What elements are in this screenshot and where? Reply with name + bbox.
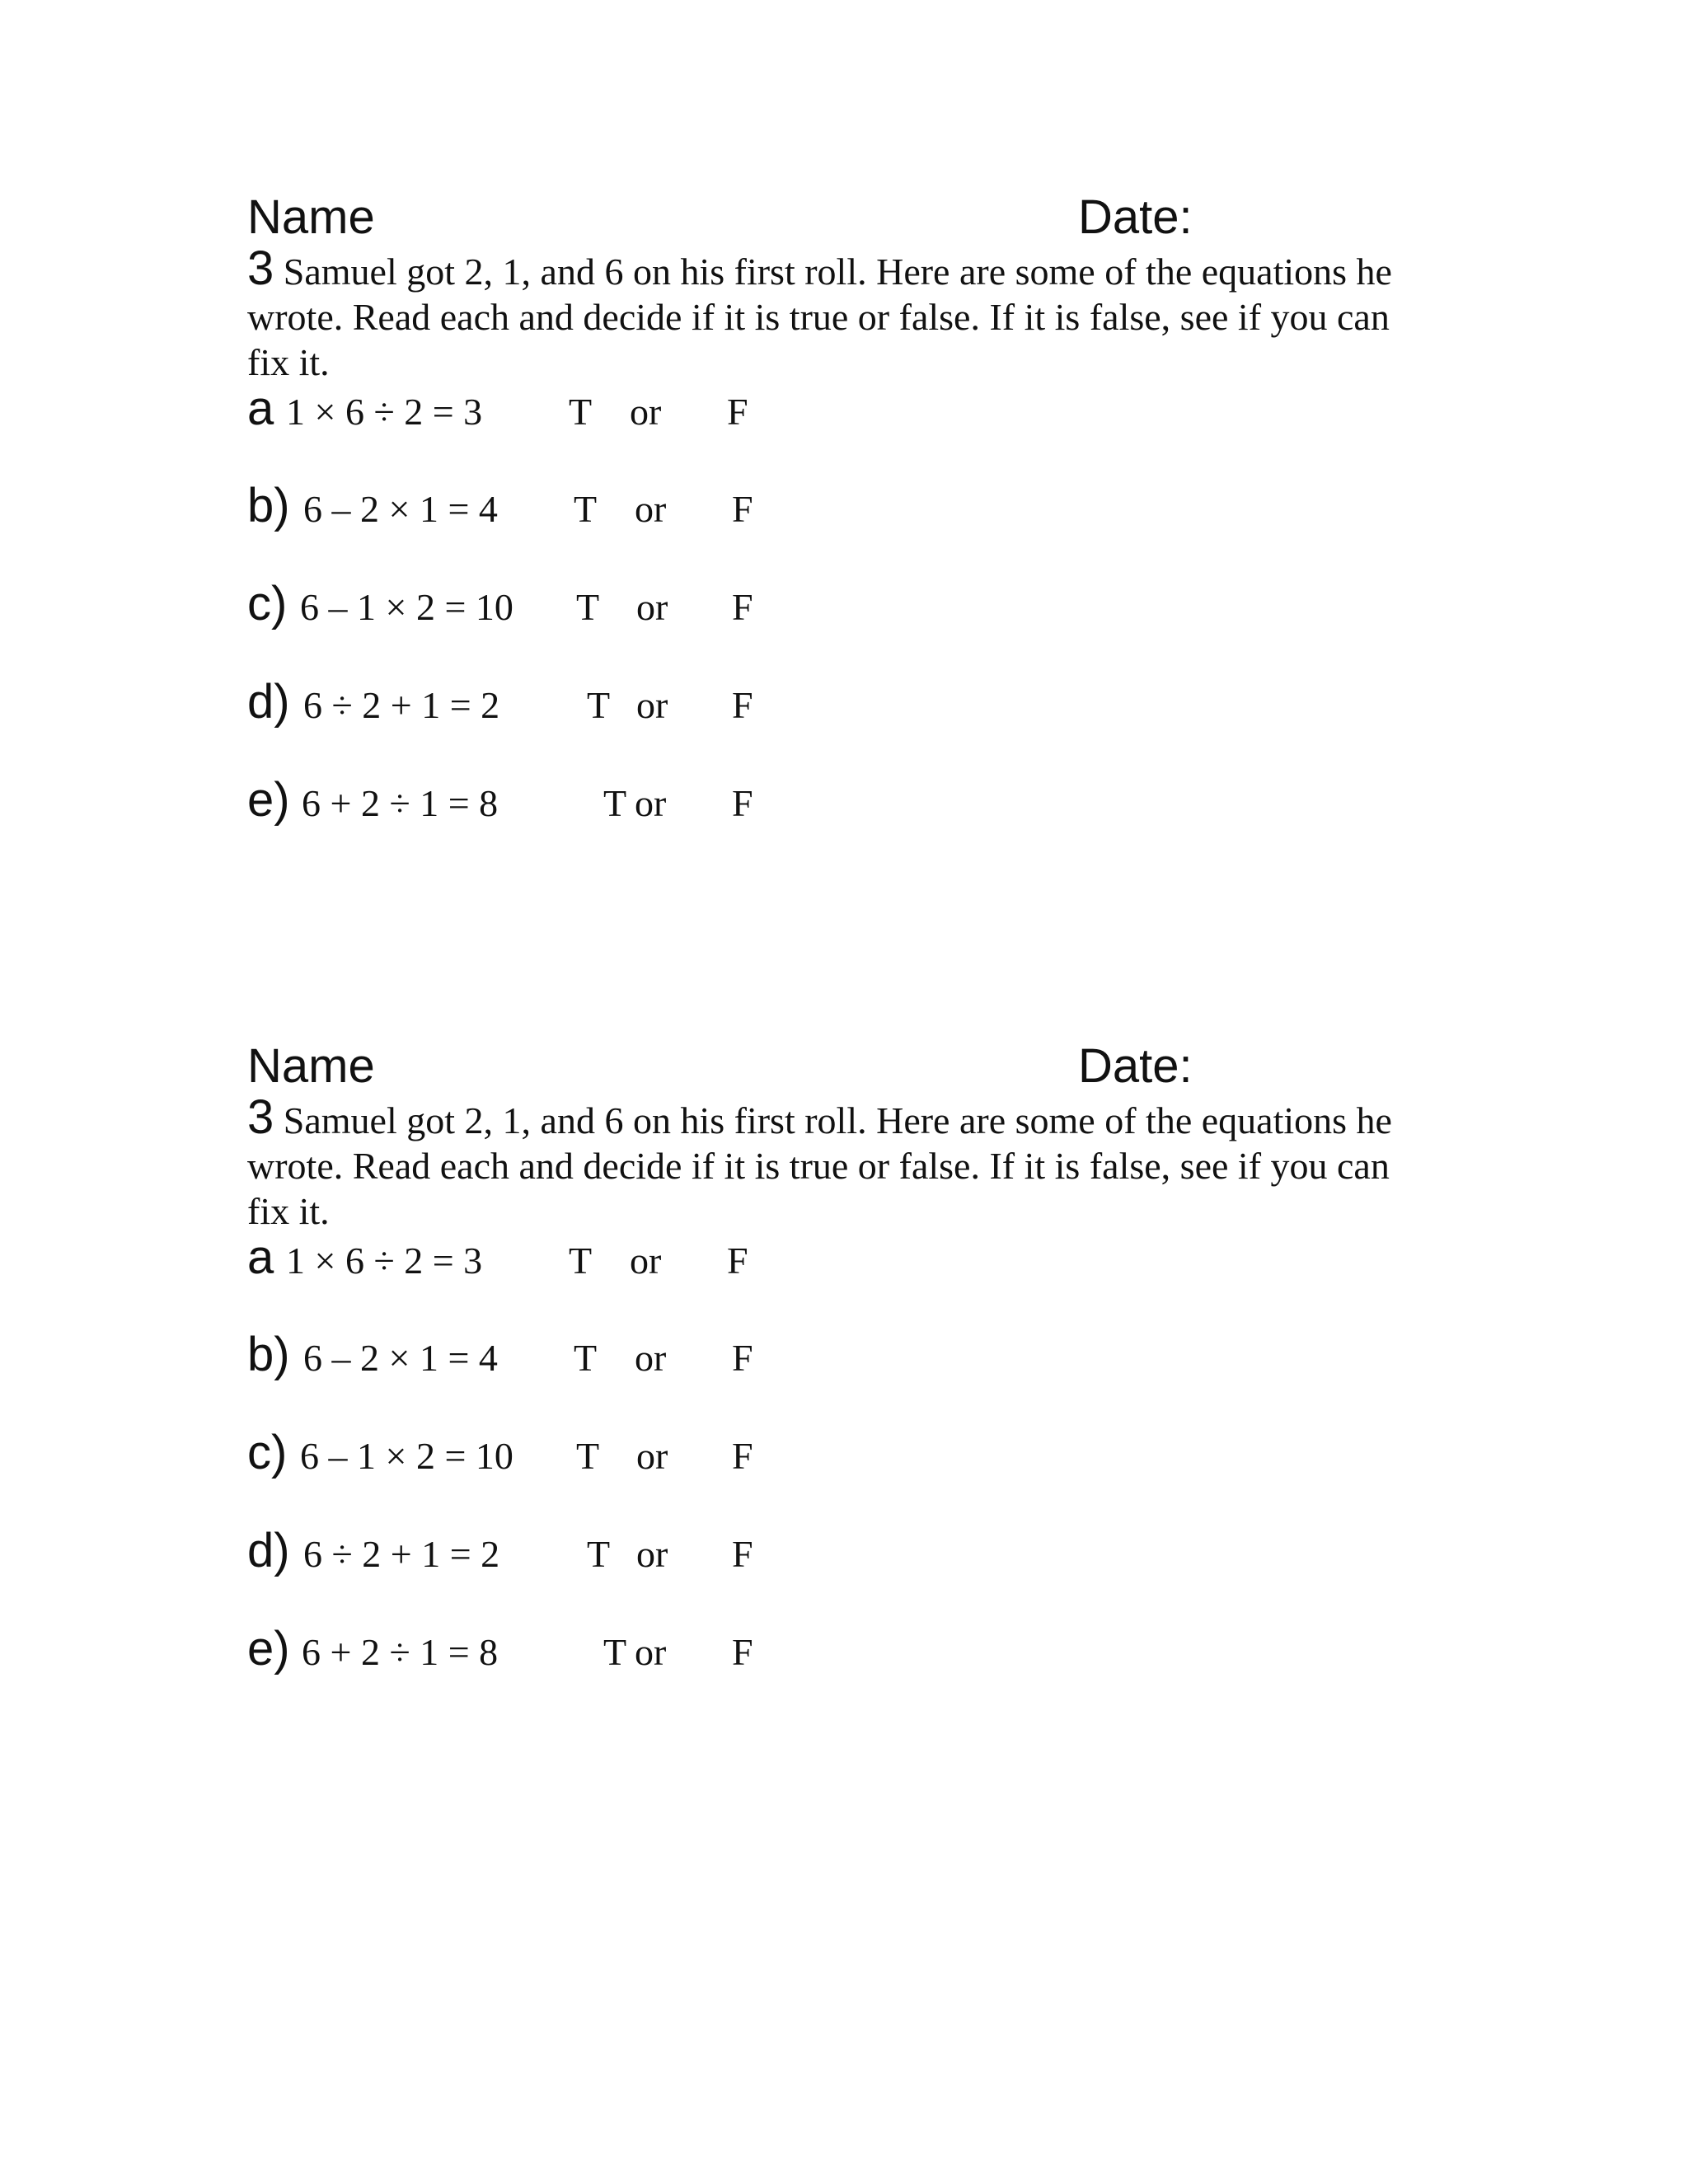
item-label: c) — [247, 1426, 288, 1479]
true-choice[interactable]: T — [603, 1631, 627, 1673]
or-text: or — [635, 1337, 667, 1379]
equation-item-b — [247, 1325, 1039, 1385]
equation-item-c — [247, 574, 1039, 634]
name-label: Name — [247, 1039, 375, 1093]
false-choice[interactable]: F — [727, 391, 748, 433]
equation-item-c — [247, 1423, 1039, 1483]
or-text: or — [630, 391, 662, 433]
false-choice[interactable]: F — [732, 684, 753, 726]
item-equation: 6 + 2 ÷ 1 = 8 — [302, 1631, 499, 1673]
true-choice[interactable]: T — [576, 1435, 600, 1477]
item-equation: 6 ÷ 2 + 1 = 2 — [303, 684, 500, 726]
equation-item-d — [247, 1521, 1039, 1581]
or-text: or — [635, 782, 667, 824]
item-equation: 6 – 2 × 1 = 4 — [303, 488, 498, 530]
item-equation: 1 × 6 ÷ 2 = 3 — [286, 391, 483, 433]
worksheet-1 — [247, 188, 1451, 930]
problem-number: 3 — [247, 241, 274, 295]
or-text: or — [636, 586, 668, 628]
equation-item-a — [247, 379, 1039, 438]
problem-line-3: fix it. — [247, 341, 330, 383]
name-label: Name — [247, 190, 375, 244]
item-equation: 6 ÷ 2 + 1 = 2 — [303, 1533, 500, 1575]
problem-statement — [247, 241, 1418, 385]
problem-statement — [247, 1090, 1418, 1234]
equation-item-e — [247, 771, 1039, 830]
problem-line-1 — [247, 1090, 1418, 1144]
equation-item-b — [247, 476, 1039, 536]
item-label: d) — [247, 1524, 290, 1577]
false-choice[interactable]: F — [732, 1337, 753, 1379]
problem-number: 3 — [247, 1090, 274, 1144]
item-equation: 6 + 2 ÷ 1 = 8 — [302, 782, 499, 824]
item-label: d) — [247, 675, 290, 729]
false-choice[interactable]: F — [727, 1240, 748, 1282]
problem-line-1-text: Samuel got 2, 1, and 6 on his first roll. Here are some of the equations he — [283, 251, 1392, 293]
item-equation: 6 – 1 × 2 = 10 — [300, 586, 513, 628]
true-choice[interactable]: T — [603, 782, 627, 824]
problem-line-1 — [247, 241, 1418, 295]
false-choice[interactable]: F — [732, 1533, 753, 1575]
date-label: Date: — [1078, 1039, 1193, 1093]
true-choice[interactable]: T — [569, 391, 593, 433]
item-label: a — [247, 382, 274, 435]
worksheet-2 — [247, 1037, 1451, 1779]
item-label: a — [247, 1230, 274, 1284]
problem-line-2: wrote. Read each and decide if it is true or false. If it is false, see if you can — [247, 1145, 1390, 1187]
false-choice[interactable]: F — [732, 488, 753, 530]
equation-item-a — [247, 1228, 1039, 1287]
or-text: or — [630, 1240, 662, 1282]
worksheet-header — [247, 1037, 1451, 1096]
problem-line-1-text: Samuel got 2, 1, and 6 on his first roll. Here are some of the equations he — [283, 1099, 1392, 1141]
item-equation: 1 × 6 ÷ 2 = 3 — [286, 1240, 483, 1282]
false-choice[interactable]: F — [732, 1435, 753, 1477]
false-choice[interactable]: F — [732, 586, 753, 628]
problem-line-3: fix it. — [247, 1190, 330, 1232]
true-choice[interactable]: T — [569, 1240, 593, 1282]
or-text: or — [636, 1435, 668, 1477]
problem-line-2: wrote. Read each and decide if it is true or false. If it is false, see if you can — [247, 296, 1390, 338]
equation-item-e — [247, 1619, 1039, 1679]
false-choice[interactable]: F — [732, 782, 753, 824]
item-label: e) — [247, 773, 290, 827]
worksheet-header — [247, 188, 1451, 247]
item-label: b) — [247, 479, 290, 532]
true-choice[interactable]: T — [576, 586, 600, 628]
date-label: Date: — [1078, 190, 1193, 244]
true-choice[interactable]: T — [574, 1337, 598, 1379]
item-label: b) — [247, 1328, 290, 1381]
true-choice[interactable]: T — [587, 1533, 611, 1575]
item-label: c) — [247, 577, 288, 630]
true-choice[interactable]: T — [574, 488, 598, 530]
or-text: or — [636, 1533, 668, 1575]
or-text: or — [635, 488, 667, 530]
equation-item-d — [247, 673, 1039, 732]
item-equation: 6 – 1 × 2 = 10 — [300, 1435, 513, 1477]
or-text: or — [635, 1631, 667, 1673]
false-choice[interactable]: F — [732, 1631, 753, 1673]
or-text: or — [636, 684, 668, 726]
item-label: e) — [247, 1622, 290, 1675]
item-equation: 6 – 2 × 1 = 4 — [303, 1337, 498, 1379]
true-choice[interactable]: T — [587, 684, 611, 726]
